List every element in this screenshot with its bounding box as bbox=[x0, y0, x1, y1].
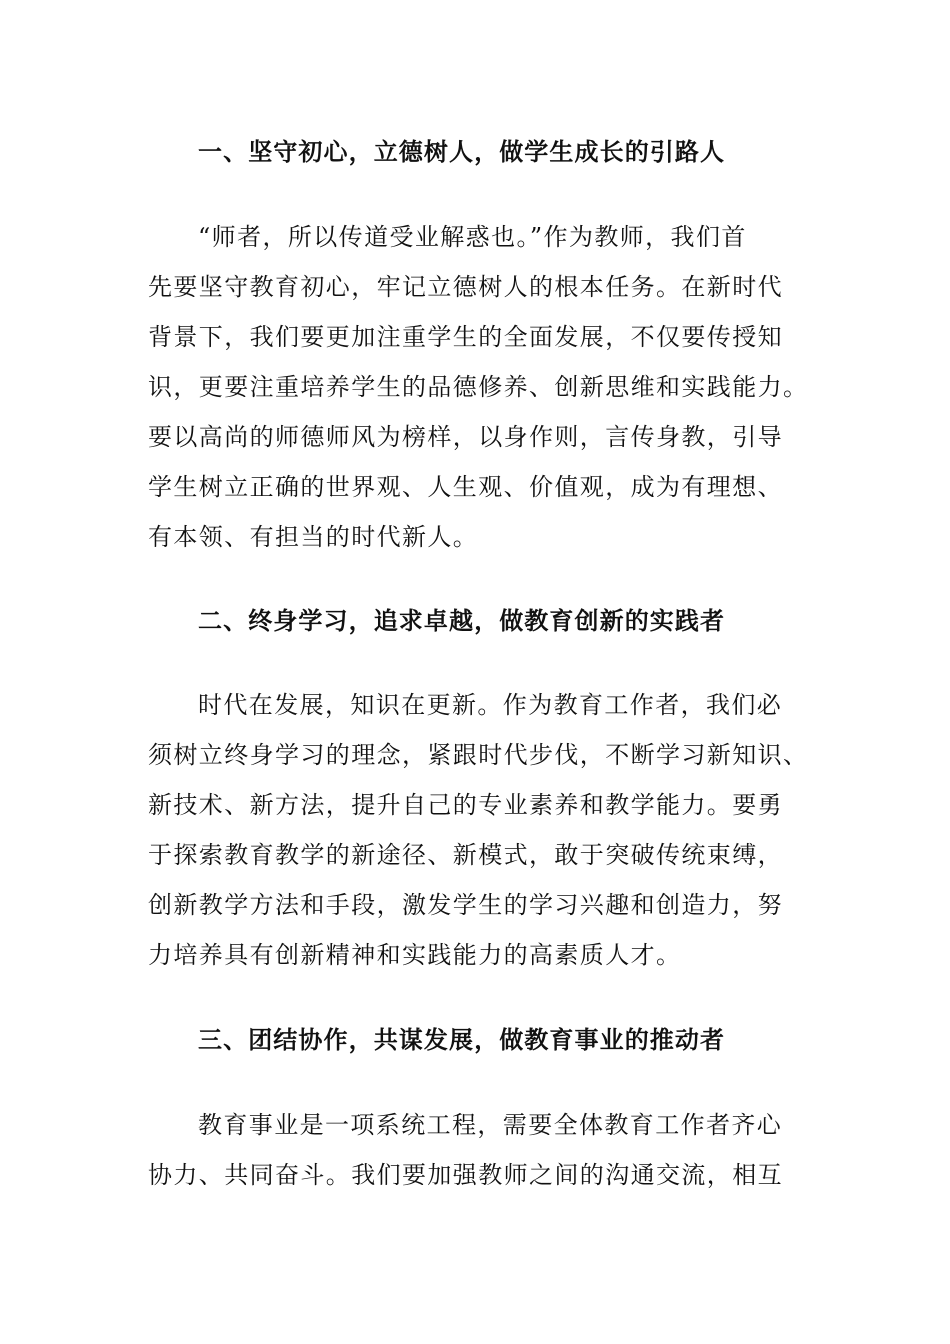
section-2-heading: 二、终身学习，追求卓越，做教育创新的实践者 bbox=[198, 606, 726, 635]
section-1-line-4: 识，更要注重培养学生的品德修养、创新思维和实践能力。 bbox=[148, 373, 809, 401]
section-1-line-2: 先要坚守教育初心，牢记立德树人的根本任务。在新时代 bbox=[148, 273, 783, 301]
section-1-line-7: 有本领、有担当的时代新人。 bbox=[148, 523, 479, 551]
section-1-heading: 一、坚守初心，立德树人，做学生成长的引路人 bbox=[198, 137, 726, 166]
section-1-line-6: 学生树立正确的世界观、人生观、价值观，成为有理想、 bbox=[148, 473, 783, 501]
section-2-line-4: 于探索教育教学的新途径、新模式，敢于突破传统束缚， bbox=[148, 841, 783, 869]
section-3-line-2: 协力、共同奋斗。我们要加强教师之间的沟通交流，相互 bbox=[148, 1161, 783, 1189]
section-2-line-6: 力培养具有创新精神和实践能力的高素质人才。 bbox=[148, 941, 682, 969]
section-2-line-2: 须树立终身学习的理念，紧跟时代步伐，不断学习新知识、 bbox=[148, 741, 809, 769]
section-2-line-5: 创新教学方法和手段，激发学生的学习兴趣和创造力，努 bbox=[148, 891, 783, 919]
section-3-line-1: 教育事业是一项系统工程，需要全体教育工作者齐心 bbox=[198, 1111, 783, 1139]
section-2-line-1: 时代在发展，知识在更新。作为教育工作者，我们必 bbox=[198, 691, 783, 719]
section-3-heading: 三、团结协作，共谋发展，做教育事业的推动者 bbox=[198, 1025, 726, 1054]
section-1-line-5: 要以高尚的师德师风为榜样，以身作则，言传身教，引导 bbox=[148, 423, 783, 451]
section-1-line-1: “师者，所以传道受业解惑也。”作为教师，我们首 bbox=[198, 223, 747, 251]
section-1-line-3: 背景下，我们要更加注重学生的全面发展，不仅要传授知 bbox=[148, 323, 783, 351]
section-2-line-3: 新技术、新方法，提升自己的专业素养和教学能力。要勇 bbox=[148, 791, 783, 819]
